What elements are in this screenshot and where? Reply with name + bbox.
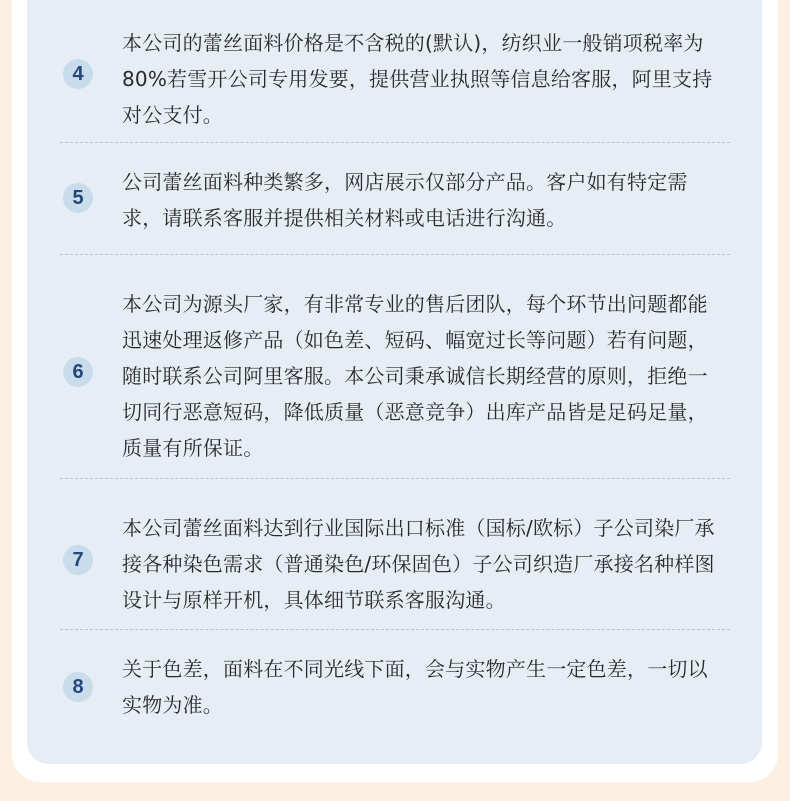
item-number-badge: 7: [63, 545, 93, 575]
item-number-badge: 8: [63, 672, 93, 702]
item-text: 关于色差，面料在不同光线下面，会与实物产生一定色差，一切以实物为准。: [122, 657, 708, 717]
divider: [60, 478, 730, 479]
divider: [60, 142, 730, 143]
item-number-badge: 4: [63, 59, 93, 89]
item-number-badge: 6: [63, 357, 93, 387]
item-text: 本公司的蕾丝面料价格是不含税的(默认)，纺织业一般销项税率为80%若雪开公司专用发要，提供营业执照等信息给客服，阿里支持对公支付。: [122, 31, 713, 127]
divider: [60, 254, 730, 255]
item-text: 公司蕾丝面料种类繁多，网店展示仅部分产品。客户如有特定需求，请联系客服并提供相关材料或电话进行沟通。: [122, 170, 688, 230]
divider: [60, 629, 730, 630]
item-text: 本公司蕾丝面料达到行业国际出口标准（国标/欧标）子公司染厂承接各种染色需求（普通染色/环保固色）子公司织造厂承接名种样图设计与原样开机，具体细节联系客服沟通。: [122, 516, 715, 612]
item-text: 本公司为源头厂家，有非常专业的售后团队，每个环节出问题都能迅速处理返修产品（如色差、短码、幅宽过长等问题）若有问题，随时联系公司阿里客服。本公司秉承诚信长期经营的原则，拒绝一切同行恶意短码，降低质量（恶意竞争）出库产品皆是足码足量，质量有所保证。: [122, 292, 708, 460]
item-number-badge: 5: [63, 183, 93, 213]
